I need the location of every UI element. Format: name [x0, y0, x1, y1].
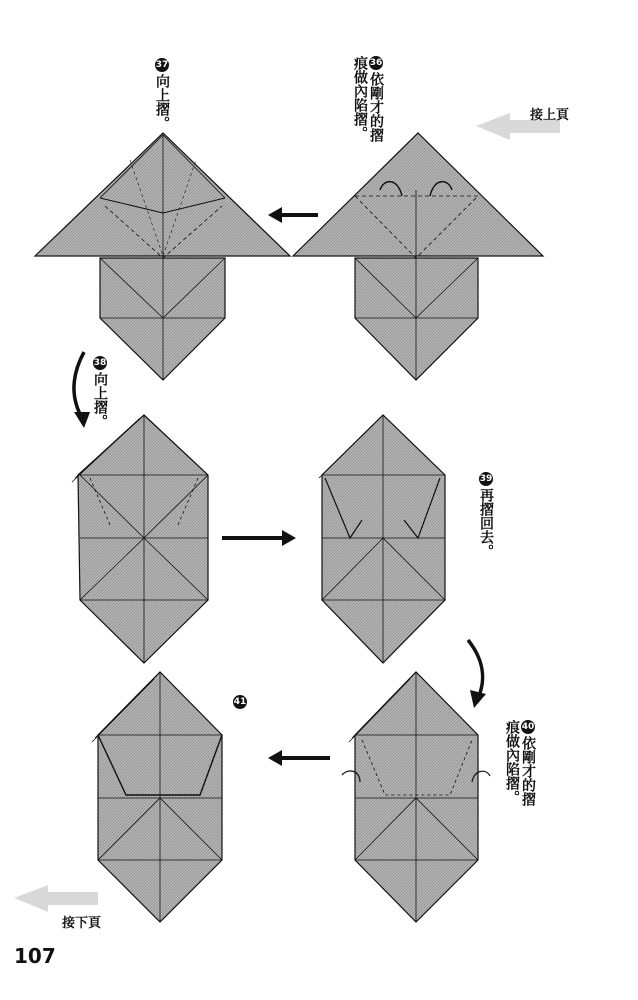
step-39-label: [478, 472, 494, 558]
continue-to-label: 接下頁: [62, 916, 102, 931]
continue-to-arrow: [14, 885, 98, 912]
arrow-left-1: [268, 207, 318, 223]
step-40-number: 40: [521, 722, 535, 732]
arrow-right-1: [222, 530, 296, 546]
figure-step-39: [319, 415, 445, 663]
curved-arrow-down-2: [468, 640, 486, 708]
step-38-label: [92, 356, 108, 428]
step-39-text: 再摺回去。: [478, 488, 494, 558]
curved-arrow-down-1: [74, 352, 90, 428]
next-from-label: 接上頁: [530, 108, 570, 123]
step-36-text: 依剛才的摺痕做內陷摺。: [352, 56, 384, 142]
arrow-left-2: [268, 750, 330, 766]
step-40-text: 依剛才的摺痕做內陷摺。: [504, 720, 536, 806]
figure-step-40: [342, 672, 490, 922]
page-number: 107: [14, 944, 56, 968]
step-36-number: 36: [369, 58, 383, 68]
figure-step-41: [92, 672, 222, 922]
step-37-text: 向上摺。: [154, 74, 170, 130]
step-37-label: [154, 58, 170, 130]
step-36-label: [352, 56, 384, 152]
step-38-number: 38: [93, 358, 107, 368]
step-40-label: [504, 720, 536, 816]
figure-step-36: [293, 133, 543, 380]
figure-step-38: [72, 415, 208, 663]
step-41-number: 41: [233, 697, 247, 707]
figure-step-37: [35, 133, 290, 380]
step-37-number: 37: [155, 60, 169, 70]
step-39-number: 39: [479, 474, 493, 484]
step-38-text: 向上摺。: [92, 372, 108, 428]
step-41-label: [232, 695, 248, 711]
